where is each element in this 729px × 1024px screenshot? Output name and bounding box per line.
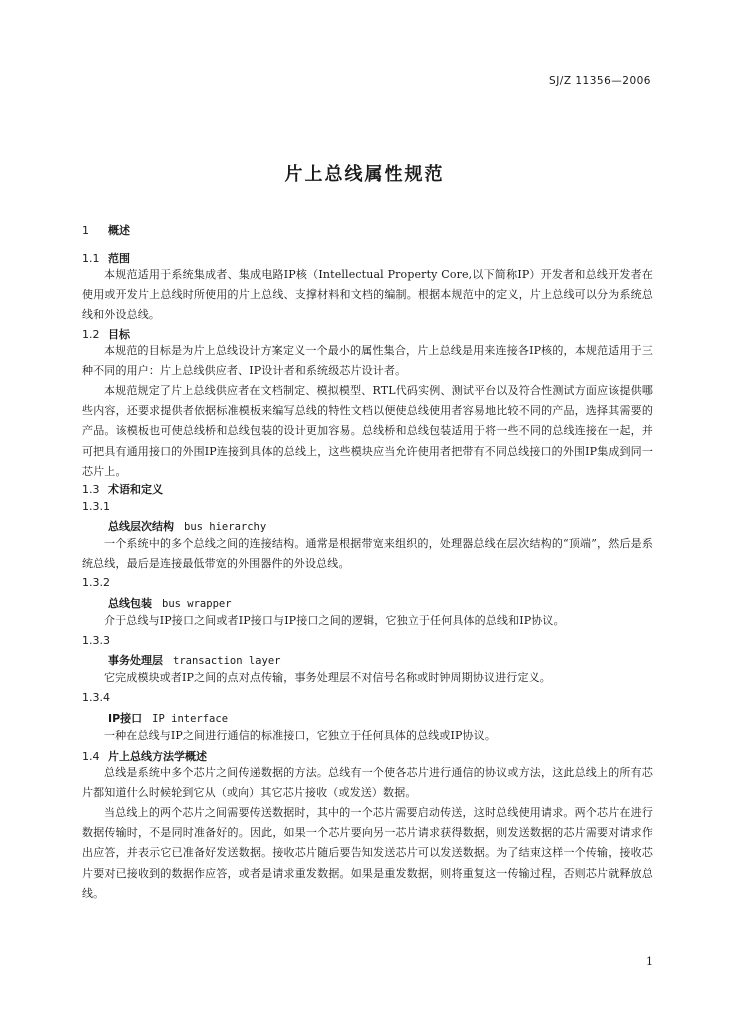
paragraph-goal-1: 本规范的目标是为片上总线设计方案定义一个最小的属性集合，片上总线是用来连接各IP核的，本规范适用于三种不同的用户：片上总线供应者、IP设计者和系统级芯片设计者。	[82, 344, 653, 378]
heading-1-3-4	[82, 691, 110, 704]
page-number: 1	[646, 955, 653, 968]
term-chinese: 总线层次结构	[108, 520, 174, 533]
term-bus-wrapper	[108, 595, 232, 611]
heading-number: 1.3.3	[82, 634, 110, 647]
heading-1-1	[82, 250, 130, 266]
term-english: IP interface	[152, 713, 229, 725]
heading-title: 概述	[108, 224, 130, 237]
document-title: 片上总线属性规范	[284, 164, 445, 185]
term-bus-hierarchy	[108, 518, 266, 534]
heading-number: 1.2	[82, 328, 100, 341]
heading-number: 1.3.1	[82, 500, 110, 513]
term-english: bus hierarchy	[184, 521, 267, 533]
paragraph-method-1: 总线是系统中多个芯片之间传递数据的方法。总线有一个使各芯片进行通信的协议或方法，这此总线上的所有芯片都知道什么时候轮到它从（或向）其它芯片接收（或发送）数据。	[82, 766, 653, 800]
heading-1-3-1	[82, 500, 110, 513]
definition-bus-wrapper: 介于总线与IP接口之间或者IP接口与IP接口之间的逻辑，它独立于任何具体的总线和IP协议。	[104, 614, 565, 627]
heading-1-3-3	[82, 634, 110, 647]
heading-1	[82, 222, 130, 238]
term-transaction-layer	[108, 652, 280, 668]
heading-1-3	[82, 481, 163, 497]
heading-1-2	[82, 326, 130, 342]
heading-number: 1	[82, 224, 89, 237]
heading-1-4	[82, 748, 207, 764]
term-chinese: 总线包装	[108, 597, 152, 610]
heading-1-3-2	[82, 576, 110, 589]
heading-number: 1.4	[82, 750, 100, 763]
definition-bus-hierarchy: 一个系统中的多个总线之间的连接结构。通常是根据带宽来组织的，处理器总线在层次结构的“顶端”，然后是系统总线，最后是连接最低带宽的外围器件的外设总线。	[82, 537, 653, 571]
term-english: bus wrapper	[162, 598, 232, 610]
heading-number: 1.3.2	[82, 576, 110, 589]
paragraph-scope: 本规范适用于系统集成者、集成电路IP核（Intellectual Property Core,以下简称IP）开发者和总线开发者在使用或开发片上总线时所使用的片上总线、支撑材料和文档的编制。根据本规范中的定义，片上总线可以分为系统总线和外设总线。	[82, 268, 653, 322]
heading-title: 范围	[108, 252, 130, 265]
definition-transaction-layer: 它完成模块或者IP之间的点对点传输，事务处理层不对信号名称或时钟周期协议进行定义。	[104, 671, 551, 684]
heading-number: 1.3	[82, 483, 100, 496]
term-ip-interface	[108, 710, 228, 726]
definition-ip-interface: 一种在总线与IP之间进行通信的标准接口，它独立于任何具体的总线或IP协议。	[104, 729, 497, 742]
paragraph-goal-2: 本规范规定了片上总线供应者在文档制定、模拟模型、RTL代码实例、测试平台以及符合性测试方面应该提供哪些内容，还要求提供者依据标准模板来编写总线的特性文档以便使总线使用者容易地比较不同的产品，选择其需要的产品。该模板也可使总线桥和总线包装的设计更加容易。总线桥和总线包装适用于将一些不同的总线连接在一起，并可把具有通用接口的外围IP连接到具体的总线上，这些模块应当允许使用者把带有不同总线接口的外围IP集成到同一芯片上。	[82, 384, 653, 478]
heading-title: 术语和定义	[108, 483, 163, 496]
term-chinese: 事务处理层	[108, 654, 163, 667]
heading-number: 1.3.4	[82, 691, 110, 704]
heading-title: 目标	[108, 328, 130, 341]
term-chinese: IP接口	[108, 712, 143, 725]
standard-code: SJ/Z 11356—2006	[549, 75, 651, 87]
term-english: transaction layer	[173, 655, 281, 667]
paragraph-method-2: 当总线上的两个芯片之间需要传送数据时，其中的一个芯片需要启动传送，这时总线使用请求。两个芯片在进行数据传输时，不是同时准备好的。因此，如果一个芯片要向另一芯片请求获得数据，则发送数据的芯片需要对请求作出应答，并表示它已准备好发送数据。接收芯片随后要告知发送芯片可以发送数据。为了结束这样一个传输，接收芯片要对已接收到的数据作应答，或者是请求重发数据。如果是重发数据，则将重复这一传输过程，否则芯片就释放总线。	[82, 806, 653, 900]
heading-title: 片上总线方法学概述	[108, 750, 207, 763]
heading-number: 1.1	[82, 252, 100, 265]
